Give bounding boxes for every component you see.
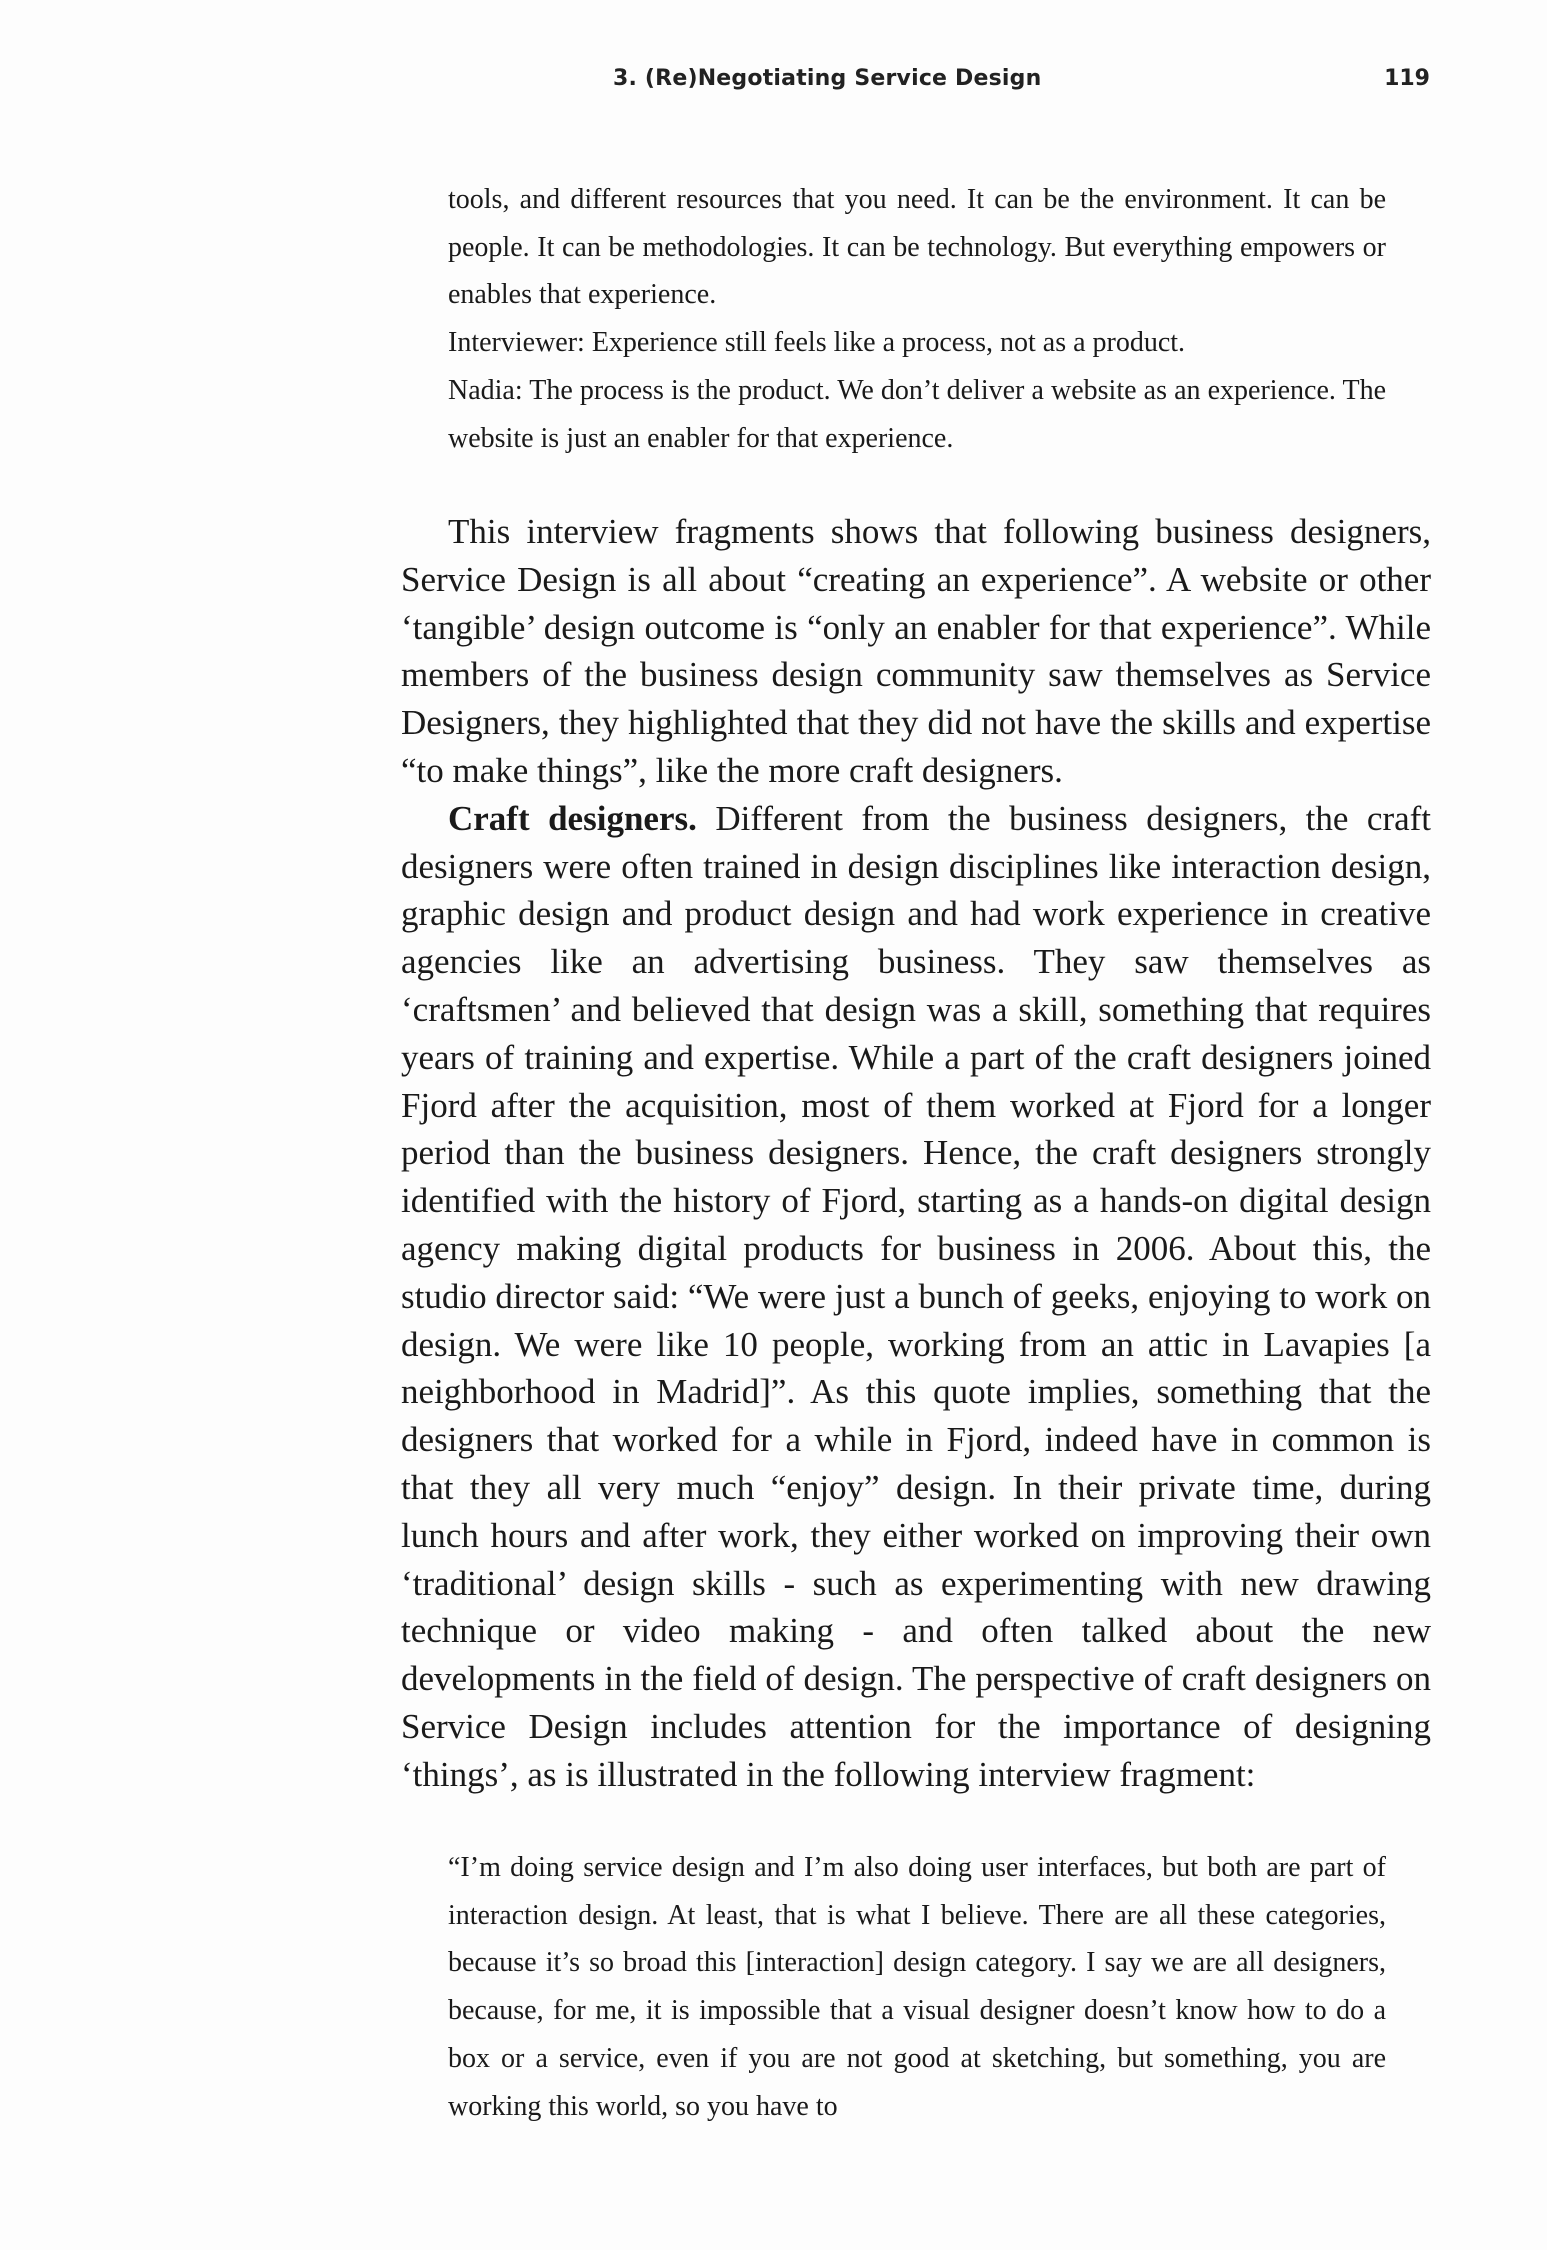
interview-continuation: tools, and different resources that you need. It can be the environment. It can be people. It can be methodologies. It can be technology. But everything empowers or enables that experience. xyxy=(448,184,1386,311)
body-text xyxy=(401,508,1431,1799)
body-paragraph-2 xyxy=(401,795,1431,1799)
running-head-title: 3. (Re)Negotiating Service Design xyxy=(613,66,1042,91)
block-quote xyxy=(448,1844,1386,2130)
section-run-in-heading: Craft designers. xyxy=(448,798,697,838)
body-paragraph-1: This interview fragments shows that following business designers, Service Design is all about “creating an experience”. A website or other ‘tangible’ design outcome is “only an enabler for that experience”. While members of the business design community saw themselves as Service Designers, they highlighted that they did not have the skills and expertise “to make things”, like the more craft designers. xyxy=(401,512,1431,790)
block-quote-text: “I’m doing service design and I’m also doing user interfaces, but both are part of interaction design. At least, that is what I believe. There are all these categories, because it’s so broad this [interaction] design category. I say we are all designers, because, for me, it is impossible that a visual designer doesn’t know how to do a box or a service, even if you are not good at sketching, but something, you are working this world, so you have to xyxy=(448,1852,1386,2122)
page-number: 119 xyxy=(1384,66,1430,91)
interviewer-line: Interviewer: Experience still feels like a process, not as a product. xyxy=(448,327,1186,359)
body-paragraph-2-text: Different from the business designers, the craft designers were often trained in design disciplines like interaction design, graphic design and product design and had work experience in creative agencies like an advertising business. They saw themselves as ‘craftsmen’ and believed that design was a skill, something that requires years of training and expertise. While a part of the craft designers joined Fjord after the acquisition, most of them worked at Fjord for a longer period than the business designers. Hence, the craft designers strongly identified with the history of Fjord, starting as a hands-on digital design agency making digital products for business in 2006. About this, the studio director said: “We were just a bunch of geeks, enjoying to work on design. We were like 10 people, working from an attic in Lavapies [a neighborhood in Madrid]”. As this quote implies, something that the designers that worked for a while in Fjord, indeed have in common is that they all very much “enjoy” design. In their private time, during lunch hours and after work, they either worked on improving their own ‘traditional’ design skills - such as experimenting with new drawing technique or video making - and often talked about the new developments in the field of design. The perspective of craft designers on Service Design includes attention for the importance of designing ‘things’, as is illustrated in the following interview fragment: xyxy=(401,798,1432,1794)
interview-excerpt xyxy=(448,176,1386,462)
nadia-line: Nadia: The process is the product. We don’t deliver a website as an experience. The website is just an enabler for that experience. xyxy=(448,374,1386,454)
